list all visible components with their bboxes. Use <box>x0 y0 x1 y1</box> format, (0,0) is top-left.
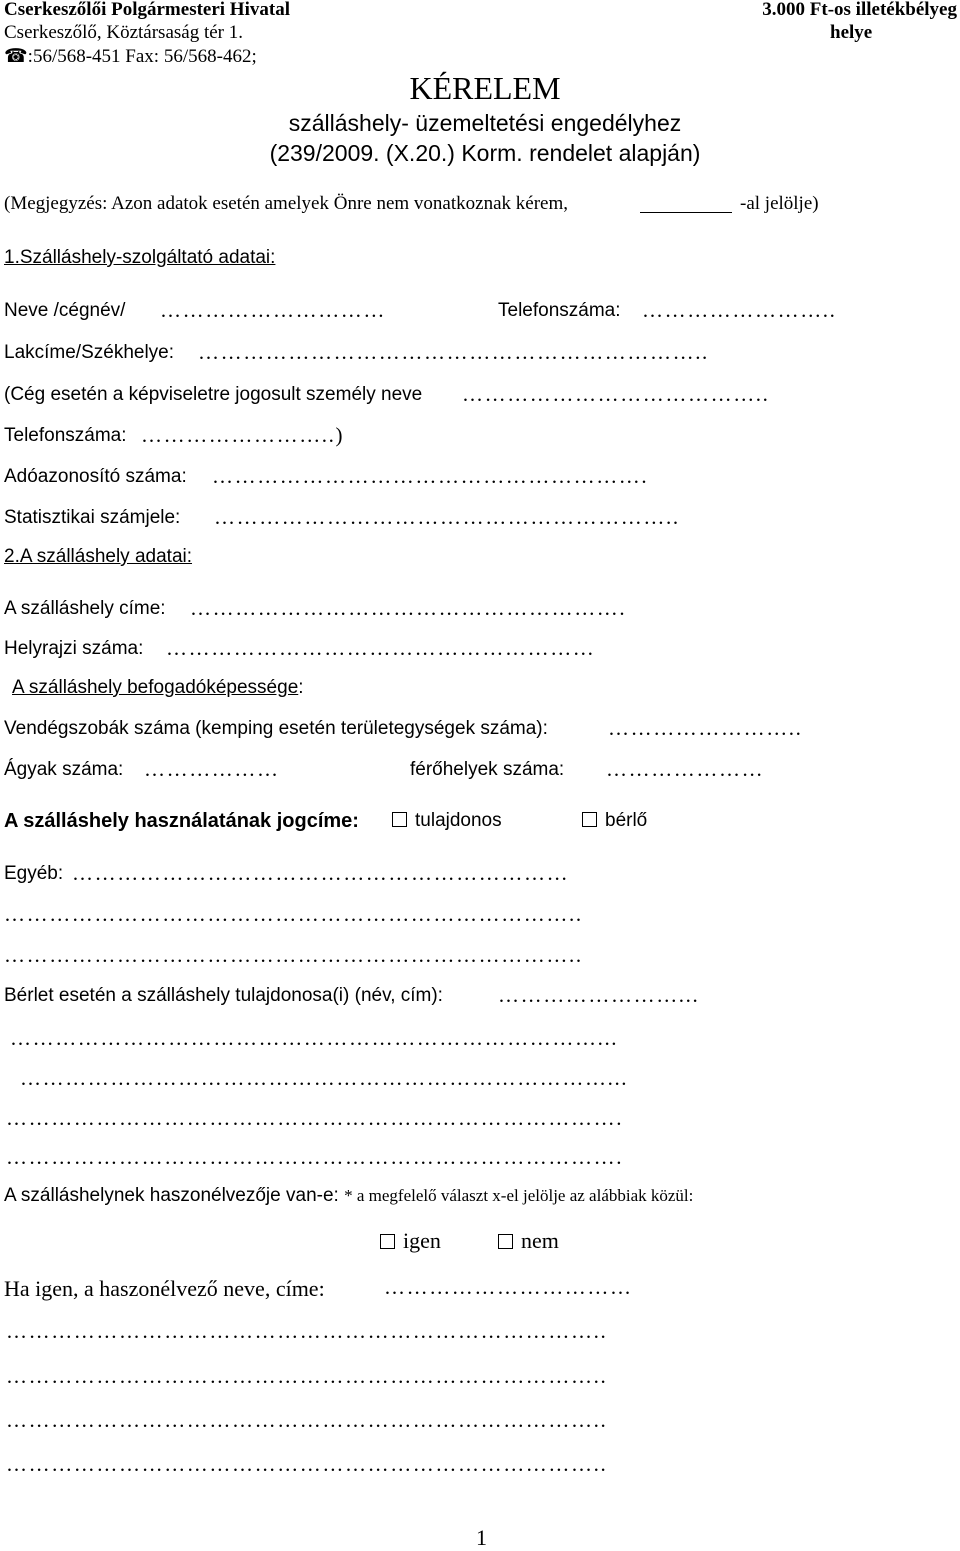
lease-owner-field-1[interactable]: ……………………... <box>498 983 700 1007</box>
beds-field[interactable]: ……………… <box>144 757 280 781</box>
page-subtitle-2: (239/2009. (X.20.) Korm. rendelet alapján) <box>269 140 701 166</box>
places-field[interactable]: ………………… <box>606 757 765 781</box>
rooms-field[interactable]: …………………….. <box>608 716 803 740</box>
yes-option[interactable] <box>380 1228 441 1254</box>
rooms-label: Vendégszobák száma (kemping esetén területegységek száma): <box>4 718 548 739</box>
tax-id-label: Adóazonosító száma: <box>4 466 187 487</box>
lease-owner-field-4[interactable]: ………………………………………………………………………. <box>6 1106 624 1130</box>
office-phone: :56/568-451 Fax: 56/568-462; <box>27 46 257 67</box>
other-field-1[interactable]: ………………………………………………………… <box>72 861 570 885</box>
no-option[interactable] <box>498 1228 559 1254</box>
owner-option[interactable] <box>392 810 502 832</box>
address-field[interactable]: ………………………………………………………….. <box>198 340 709 364</box>
places-label: férőhelyek száma: <box>410 759 565 780</box>
lease-owner-label: Bérlet esetén a szálláshely tulajdonosa(i) (név, cím): <box>4 985 443 1006</box>
yes-checkbox[interactable] <box>380 1234 395 1249</box>
beneficiary-name-field[interactable]: …………………………… <box>384 1275 633 1299</box>
section2-heading: 2.A szálláshely adatai: <box>4 546 193 567</box>
phone-label: Telefonszáma: <box>498 300 621 321</box>
stat-code-label: Statisztikai számjele: <box>4 507 181 528</box>
beneficiary-name-label: Ha igen, a haszonélvező neve, címe: <box>4 1276 325 1301</box>
beneficiary-field-4[interactable]: …………………………………………………………………….. <box>6 1452 608 1476</box>
beneficiary-field-2[interactable]: …………………………………………………………………….. <box>6 1364 608 1388</box>
no-checkbox[interactable] <box>498 1234 513 1249</box>
phone-icon: ☎ <box>4 46 28 67</box>
note-blank-line <box>640 212 732 213</box>
name-field[interactable]: ………………………… <box>160 298 386 322</box>
capacity-heading-text: A szálláshely befogadóképessége <box>12 677 299 698</box>
capacity-heading <box>12 677 304 699</box>
beneficiary-question: A szálláshelynek haszonélvezője van-e: <box>4 1185 339 1206</box>
tenant-checkbox[interactable] <box>582 812 597 827</box>
tenant-option[interactable] <box>582 810 647 832</box>
rep-phone-label: Telefonszáma: <box>4 425 127 446</box>
yes-option-label: igen <box>403 1228 441 1253</box>
owner-checkbox[interactable] <box>392 812 407 827</box>
stamp-line1: 3.000 Ft-os illetékbélyeg <box>762 0 957 20</box>
representative-field[interactable]: ………………………………….. <box>462 382 770 406</box>
other-field-2[interactable]: ………………………………………………………………….. <box>4 902 583 926</box>
note-text-end: -al jelölje) <box>740 193 819 214</box>
note-text: (Megjegyzés: Azon adatok esetén amelyek Önre nem vonatkoznak kérem, <box>4 193 568 214</box>
owner-option-label: tulajdonos <box>415 810 502 831</box>
stamp-line2: helye <box>830 22 873 43</box>
beneficiary-label <box>4 1185 693 1207</box>
usage-title-label: A szálláshely használatának jogcíme: <box>4 810 359 832</box>
beneficiary-field-3[interactable]: …………………………………………………………………….. <box>6 1408 608 1432</box>
place-address-field[interactable]: …………………………………………………. <box>190 596 627 620</box>
beds-label: Ágyak száma: <box>4 759 124 780</box>
lease-owner-field-5[interactable]: ………………………………………………………………………. <box>6 1145 624 1169</box>
lot-number-field[interactable]: ………………………………………………… <box>166 636 596 660</box>
office-address: Cserkeszőlő, Köztársaság tér 1. <box>4 22 244 43</box>
page-number: 1 <box>476 1525 487 1550</box>
capacity-colon: : <box>298 677 304 698</box>
other-label: Egyéb: <box>4 863 64 884</box>
lot-number-label: Helyrajzi száma: <box>4 638 144 659</box>
lease-owner-field-3[interactable]: ……………………………………………………………………... <box>20 1066 629 1090</box>
stat-code-field[interactable]: …………………………………………………….. <box>214 505 680 529</box>
tenant-option-label: bérlő <box>605 810 648 831</box>
name-label: Neve /cégnév/ <box>4 300 126 321</box>
representative-label: (Cég esetén a képviseletre jogosult személy neve <box>4 384 423 405</box>
lease-owner-field-2[interactable]: ……………………………………………………………………... <box>10 1026 619 1050</box>
place-address-label: A szálláshely címe: <box>4 598 166 619</box>
page-title: KÉRELEM <box>409 70 561 106</box>
rep-phone-field[interactable]: ……………………..) <box>141 423 345 447</box>
other-field-3[interactable]: ………………………………………………………………….. <box>4 943 583 967</box>
phone-field[interactable]: …………………….. <box>642 298 837 322</box>
office-phone-line <box>4 45 257 68</box>
office-name: Cserkeszőlői Polgármesteri Hivatal <box>4 0 290 20</box>
section1-heading: 1.Szálláshely-szolgáltató adatai: <box>4 247 276 268</box>
tax-id-field[interactable]: …………………………………………………. <box>212 464 649 488</box>
address-label: Lakcíme/Székhelye: <box>4 342 175 363</box>
no-option-label: nem <box>521 1228 559 1253</box>
page-subtitle-1: szálláshely- üzemeltetési engedélyhez <box>288 110 682 136</box>
beneficiary-field-1[interactable]: …………………………………………………………………….. <box>6 1319 608 1343</box>
beneficiary-hint: * a megfelelő választ x-el jelölje az alábbiak közül: <box>344 1186 694 1205</box>
